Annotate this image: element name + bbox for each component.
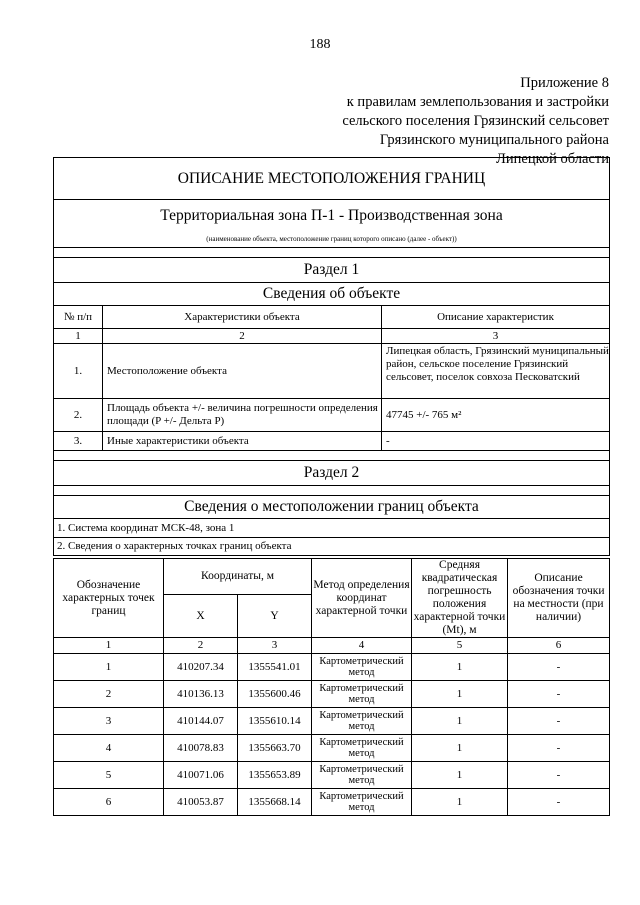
point-method: Картометрический метод (312, 654, 412, 681)
col-number: 4 (312, 638, 412, 654)
row-number: 1. (54, 344, 103, 399)
table-row (54, 762, 610, 789)
col-number: 2 (103, 329, 382, 344)
row-number: 2. (54, 399, 103, 432)
point-id: 1 (54, 654, 164, 681)
table-row (54, 681, 610, 708)
section2-subtitle: Сведения о местоположении границ объекта (54, 496, 610, 519)
boundary-points-table (53, 558, 610, 816)
col-number: 1 (54, 638, 164, 654)
col-number: 6 (508, 638, 610, 654)
point-method: Картометрический метод (312, 789, 412, 816)
appendix-line: Липецкой области (496, 151, 609, 167)
header-characteristics: Характеристики объекта (103, 306, 382, 329)
object-info-table (53, 157, 610, 556)
table-row (54, 735, 610, 762)
spacer-row (54, 486, 610, 496)
row-name: Иные характеристики объекта (103, 432, 382, 451)
col-number: 1 (54, 329, 103, 344)
spacer-row (54, 451, 610, 461)
zone-caption: (наименование объекта, местоположение границ которого описано (далее - объект)) (54, 232, 610, 248)
section1-title: Раздел 1 (54, 258, 610, 283)
point-method: Картометрический метод (312, 708, 412, 735)
point-description: - (508, 735, 610, 762)
appendix-header (342, 74, 609, 169)
point-y: 1355610.14 (238, 708, 312, 735)
point-id: 6 (54, 789, 164, 816)
point-y: 1355663.70 (238, 735, 312, 762)
row-value: - (382, 432, 610, 451)
point-accuracy: 1 (412, 789, 508, 816)
point-y: 1355600.46 (238, 681, 312, 708)
row-number: 3. (54, 432, 103, 451)
row-value (382, 344, 610, 399)
row-name: Местоположение объекта (103, 344, 382, 399)
point-y: 1355668.14 (238, 789, 312, 816)
col-number: 5 (412, 638, 508, 654)
document-title: ОПИСАНИЕ МЕСТОПОЛОЖЕНИЯ ГРАНИЦ (54, 158, 610, 200)
appendix-line: Грязинского муниципального района (379, 132, 609, 148)
spacer-row (54, 248, 610, 258)
col-number: 3 (382, 329, 610, 344)
header-description: Описание характеристик (382, 306, 610, 329)
point-description: - (508, 762, 610, 789)
point-y: 1355541.01 (238, 654, 312, 681)
point-method: Картометрический метод (312, 681, 412, 708)
point-method: Картометрический метод (312, 735, 412, 762)
points-caption: 2. Сведения о характерных точках границ объекта (54, 538, 610, 556)
point-description: - (508, 708, 610, 735)
points-body (54, 654, 610, 816)
section2-title: Раздел 2 (54, 461, 610, 486)
point-id: 4 (54, 735, 164, 762)
point-x: 410053.87 (164, 789, 238, 816)
point-accuracy: 1 (412, 735, 508, 762)
point-id: 2 (54, 681, 164, 708)
point-x: 410144.07 (164, 708, 238, 735)
point-y: 1355653.89 (238, 762, 312, 789)
table-row (54, 708, 610, 735)
header-point-description: Описание обозначения точки на местности (при наличии) (508, 559, 610, 638)
appendix-line: к правилам землепользования и застройки (346, 94, 609, 110)
point-id: 3 (54, 708, 164, 735)
zone-name: Территориальная зона П-1 - Производственная зона (54, 200, 610, 232)
header-coordinates: Координаты, м (164, 559, 312, 595)
row-name: Площадь объекта +/- величина погрешности определения площади (P +/- Дельта P) (103, 399, 382, 432)
header-point-designation: Обозначение характерных точек границ (54, 559, 164, 638)
table-row (54, 654, 610, 681)
point-x: 410207.34 (164, 654, 238, 681)
appendix-line: сельского поселения Грязинский сельсовет (342, 113, 609, 129)
point-id: 5 (54, 762, 164, 789)
point-description: - (508, 789, 610, 816)
point-accuracy: 1 (412, 708, 508, 735)
row-value-text: Липецкая область, Грязинский муниципальный район, сельское поселение Грязинский сельсовет, поселок совхоза Песковатский (386, 345, 609, 383)
coordinate-system: 1. Система координат МСК-48, зона 1 (54, 519, 610, 538)
point-x: 410136.13 (164, 681, 238, 708)
point-x: 410071.06 (164, 762, 238, 789)
header-method: Метод определения координат характерной точки (312, 559, 412, 638)
col-number: 2 (164, 638, 238, 654)
point-x: 410078.83 (164, 735, 238, 762)
point-accuracy: 1 (412, 762, 508, 789)
point-method: Картометрический метод (312, 762, 412, 789)
section1-subtitle: Сведения об объекте (54, 283, 610, 306)
row-value: 47745 +/- 765 м² (382, 399, 610, 432)
point-accuracy: 1 (412, 654, 508, 681)
appendix-line: Приложение 8 (520, 75, 609, 91)
page-number: 188 (309, 37, 331, 52)
point-description: - (508, 654, 610, 681)
header-y: Y (238, 595, 312, 638)
table-row (54, 789, 610, 816)
col-number: 3 (238, 638, 312, 654)
header-x: X (164, 595, 238, 638)
point-description: - (508, 681, 610, 708)
point-accuracy: 1 (412, 681, 508, 708)
header-accuracy: Средняя квадратическая погрешность положения характерной точки (Mt), м (412, 559, 508, 638)
header-num: № п/п (54, 306, 103, 329)
